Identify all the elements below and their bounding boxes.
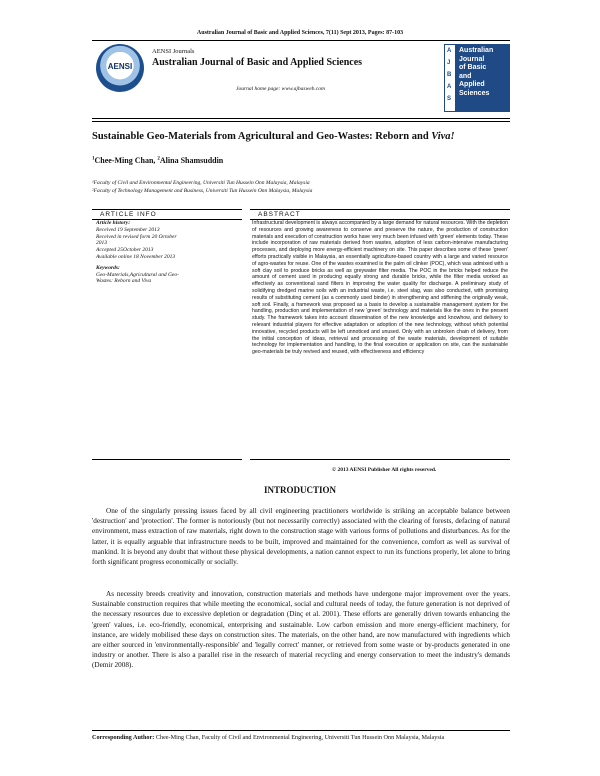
author-mark: 1 xyxy=(92,156,95,162)
keyword-line: Geo-Materials,Agricultural and Geo- xyxy=(96,271,179,278)
cover-title-line: Australian xyxy=(459,47,494,54)
section-heading: INTRODUCTION xyxy=(263,485,336,495)
author-list xyxy=(92,156,223,165)
corresponding-label: Corresponding Author: xyxy=(92,734,155,741)
author-mark: 2 xyxy=(157,156,160,162)
cover-title-line: Applied xyxy=(459,81,485,88)
article-title-main: Sustainable Geo-Materials from Agricultural and Geo-Wastes: Reborn and xyxy=(92,131,432,142)
copyright-notice: © 2013 AENSI Publisher All rights reserved. xyxy=(332,467,437,473)
abstract-box xyxy=(250,209,510,460)
journal-brand: AENSI Journals xyxy=(152,48,195,55)
affiliation: ¹Faculty of Civil and Environmental Engineering, Universiti Tun Hussein Onn Malaysia, Malaysia xyxy=(92,180,310,186)
cover-letter: B xyxy=(447,72,452,78)
history-line: Accepted 25October 2013 xyxy=(96,247,154,254)
history-line: 2013 xyxy=(96,240,107,247)
history-label: Article history: xyxy=(96,220,131,226)
cover-letter: A xyxy=(447,84,452,90)
running-head: Australian Journal of Basic and Applied Sciences, 7(11) Sept 2013, Pages: 87-103 xyxy=(0,30,600,36)
corresponding-author xyxy=(92,734,510,742)
cover-title-line: of Basic xyxy=(459,64,487,71)
keywords-label: Keywords: xyxy=(96,264,120,271)
abstract-text: Infrastructural development is always accompanied by a large demand for natural resources. With the depletion of resources and growing awareness to conserve and preserve the nature, the production of construction materials and execution of construction works have very much been infused with 'green' elements today. These include incorporation of raw materials derived from wastes, adoption of less carbon-intensive manufacturing processes, and deploying more energy-efficient machinery on site. This paper describes some of these 'green' efforts practically visible in Malaysia, an essentially agriculture-based country with a large and varied resource of agro-wastes for reuse. One of the wastes examined is the palm oil clinker (POC), which was admixed with a soft clay soil to produce bricks as well as greywater filter media. The POC in the bricks helped reduce the amount of cement used in producing equally strong and durable bricks, while the filter media worked as effectively as conventional sand filters in improving the water quality for discharge. A preliminary study of solidifying dredged marine soils with an industrial waste, i.e. steel slag, was also conducted, with promising results of substituting cement (as a commonly used binder) in strengthening and stiffening the originally weak, soft soil. Finally, a framework was proposed as a basis to develop a sustainable management system for the handling, production and implementation of new 'green' technology and materials like the ones in the present study. The framework takes into account dissemination of the new knowledge and knowhow, and delivery to relevant industrial players for effective adaptation or adoption of the new technology, without which potential innovative, recycled products will be left unnoticed and unused. Only with an unbroken chain of delivery, from the initial conception of ideas, retrieval and processing of the waste materials, development of suitable technology for implementation and handling, to the final execution or application on site, can the sustainable geo-materials be truly revived and reused, with effectiveness and efficiency xyxy=(252,220,508,356)
corresponding-text: Chee-Ming Chan, Faculty of Civil and Environmental Engineering, Universiti Tun Hussein Onn Malaysia, Malaysia xyxy=(154,734,445,741)
cover-title-line: and xyxy=(459,72,472,80)
author-name: Chee-Ming Chan, xyxy=(94,156,158,165)
header-rule xyxy=(92,121,510,122)
keyword-line: Wastes: Reborn and Viva xyxy=(96,278,152,285)
logo-text: AENSI xyxy=(107,62,133,71)
cover-letter: J xyxy=(447,60,451,66)
article-info-box xyxy=(92,209,242,460)
history-line: Received 19 September 2013 xyxy=(96,226,160,233)
abstract-heading: ABSTRACT xyxy=(250,210,510,220)
header-rule xyxy=(92,118,510,119)
article-title-italic: Viva! xyxy=(431,131,455,142)
author-name: Alina Shamsuddin xyxy=(159,156,224,165)
cover-letter: A xyxy=(447,48,452,54)
body-paragraph: One of the singularly pressing issues faced by all civil engineering practitioners worldwide is striking an acceptable balance between 'destruction' and 'protection'. The former is notoriously (but not necessarily correctly) associated with the clearing of forests, defacing of natural environment, mass extraction of raw materials, right down to the construction stage with various forms of pollutions and disturbances. As for the latter, it is equally arguable that infrastructure needs to be built, improved and maintained for the convenience, comfort as well as survival of mankind. It is beyond any doubt that without these physical developments, a nation cannot expect to run its functions properly, let alone to bring forth significant progress economically or socially. xyxy=(92,507,510,567)
cover-title-line: Sciences xyxy=(459,89,490,97)
footer-rule xyxy=(92,730,510,731)
history-line: Received in revised form 20 October xyxy=(96,233,177,240)
article-info-heading: ARTICLE INFO xyxy=(92,210,242,220)
affiliation: ²Faculty of Technology Management and Business, Universiti Tun Hussein Onn Malaysia, Malaysia xyxy=(92,188,313,194)
journal-name: Australian Journal of Basic and Applied Sciences xyxy=(152,57,363,68)
journal-cover-title xyxy=(459,47,509,98)
cover-letter: S xyxy=(447,96,452,102)
cover-title-line: Journal xyxy=(459,55,485,63)
journal-homepage[interactable]: Journal home page: www.ajbasweb.com xyxy=(236,86,325,92)
history-line: Available online 18 November 2013 xyxy=(96,253,176,260)
body-paragraph: As necessity breeds creativity and innovation, construction materials and methods have undergone major improvement over the years. Sustainable construction requires that while meeting the economical, social and cultural needs of today, the future generation is not deprived of the necessary resources due to excessive depletion or degradation (Dinç et al. 2001). These efforts are generally driven towards enhancing the 'green' values, i.e. eco-friendly, economical, enterprising and sustainable. Low carbon emission and more energy-efficient machinery, for instance, are widely mobilised these days on construction sites. The materials, on the other hand, are now manufactured with ingredients which are either sourced in 'environmentally-responsible' and 'legally correct' manner, or retrieved from some waste or by-products generated in one industry or another. There is also a parallel rise in the research of material recycling and energy conservation to meet the industry's demands (Demir 2008). xyxy=(92,590,510,670)
article-title xyxy=(92,131,512,142)
